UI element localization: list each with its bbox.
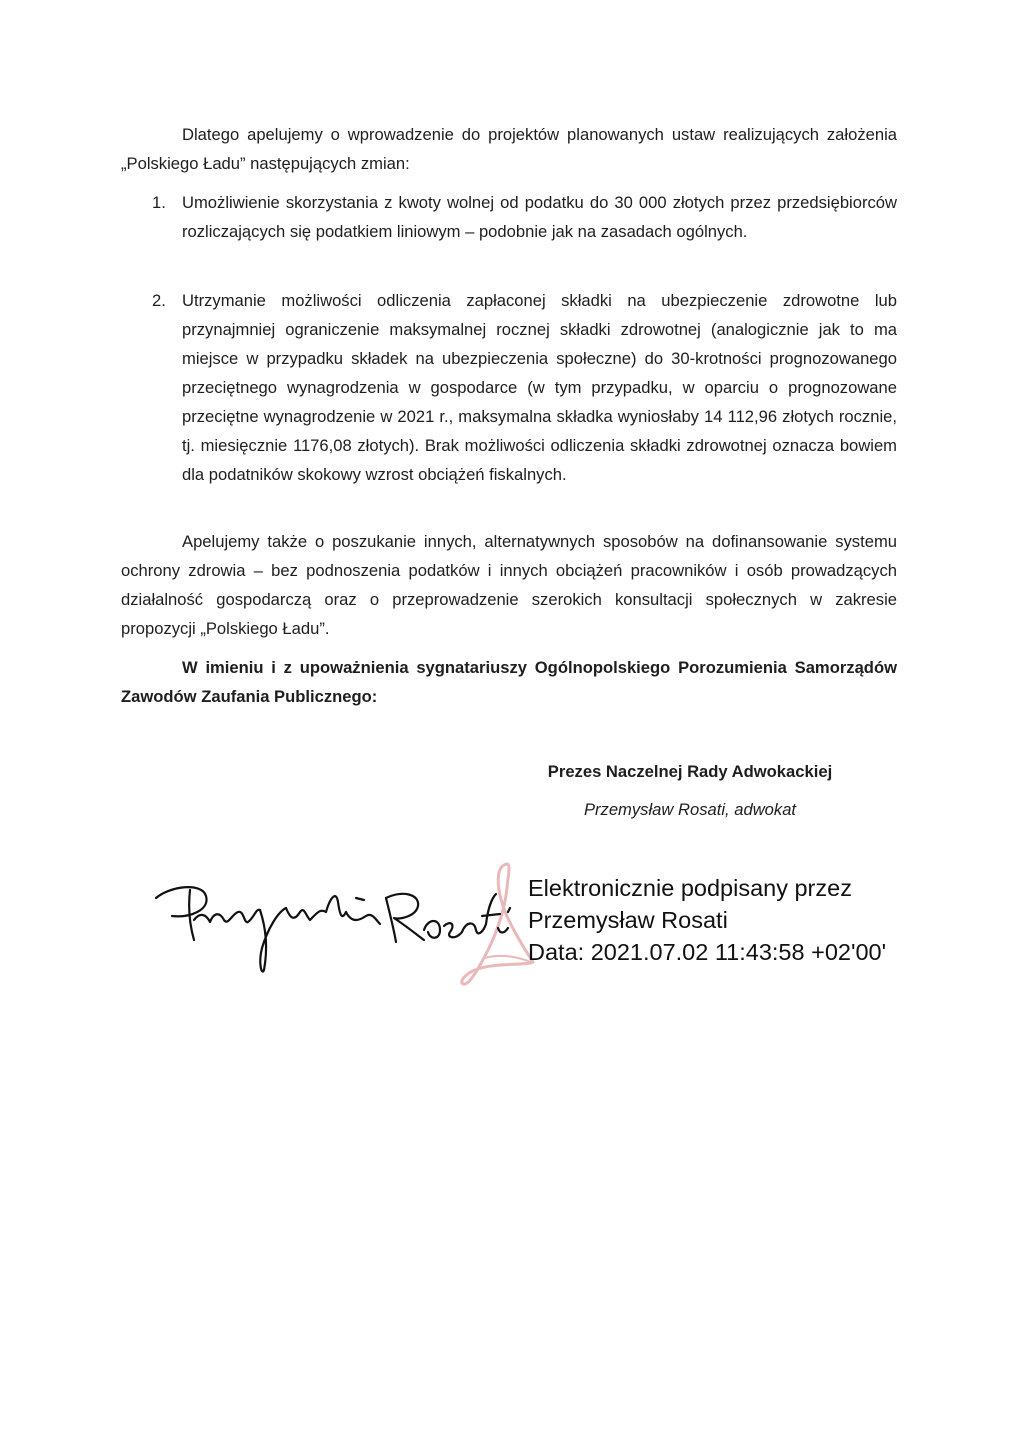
paragraph-signatories: W imieniu i z upoważnienia sygnatariuszy Ogólnopolskiego Porozumienia Samorządów Zawodów Zaufania Publicznego: bbox=[121, 658, 897, 706]
list-item-2-container bbox=[121, 286, 897, 489]
esig-line-2: Przemysław Rosati bbox=[528, 907, 728, 933]
signer-name: Przemysław Rosati, adwokat bbox=[583, 800, 797, 819]
esig-line-1: Elektronicznie podpisany przez bbox=[528, 875, 852, 901]
list-item bbox=[121, 188, 897, 246]
esig-line-3: Data: 2021.07.02 11:43:58 +02'00' bbox=[528, 939, 887, 965]
paragraph-appeal: Apelujemy także o poszukanie innych, alternatywnych sposobów na dofinansowanie systemu ochrony zdrowia – bez podnoszenia podatków i innych obciążeń pracowników i osób prowadzących działalność gospodarczą oraz o przeprowadzenie szerokich konsultacji społecznych w zakresie propozycji „Polskiego Ładu”. bbox=[121, 532, 897, 638]
list-item bbox=[121, 286, 897, 489]
list-number: 1. bbox=[152, 193, 166, 212]
list-item-text: Umożliwienie skorzystania z kwoty wolnej od podatku do 30 000 złotych przez przedsiębiorców rozliczających się podatkiem liniowym – podobnie jak na zasadach ogólnych. bbox=[182, 193, 897, 241]
list-item-text: Utrzymanie możliwości odliczenia zapłaconej składki na ubezpieczenie zdrowotne lub przynajmniej ograniczenie maksymalnej rocznej składki zdrowotnej (analogicznie jak to ma miejsce w przypadku składek na ubezpieczenia społeczne) do 30-krotności prognozowanego przeciętnego wynagrodzenia w gospodarce (w tym przypadku, w oparciu o prognozowane przeciętne wynagrodzenie w 2021 r., maksymalna składka wyniosłaby 14 112,96 złotych rocznie, tj. miesięcznie 1176,08 złotych). Brak możliwości odliczenia składki zdrowotnej oznacza bowiem dla podatników skokowy wzrost obciążeń fiskalnych. bbox=[182, 291, 897, 484]
list-item-1-container bbox=[121, 188, 897, 246]
paragraph-intro: Dlatego apelujemy o wprowadzenie do projektów planowanych ustaw realizujących założenia „Polskiego Ładu” następujących zmian: bbox=[121, 125, 897, 173]
electronic-signature-stamp bbox=[528, 872, 886, 968]
signer-title: Prezes Naczelnej Rady Adwokackiej bbox=[547, 762, 833, 781]
list-number: 2. bbox=[152, 291, 166, 310]
handwritten-signature bbox=[150, 868, 520, 978]
